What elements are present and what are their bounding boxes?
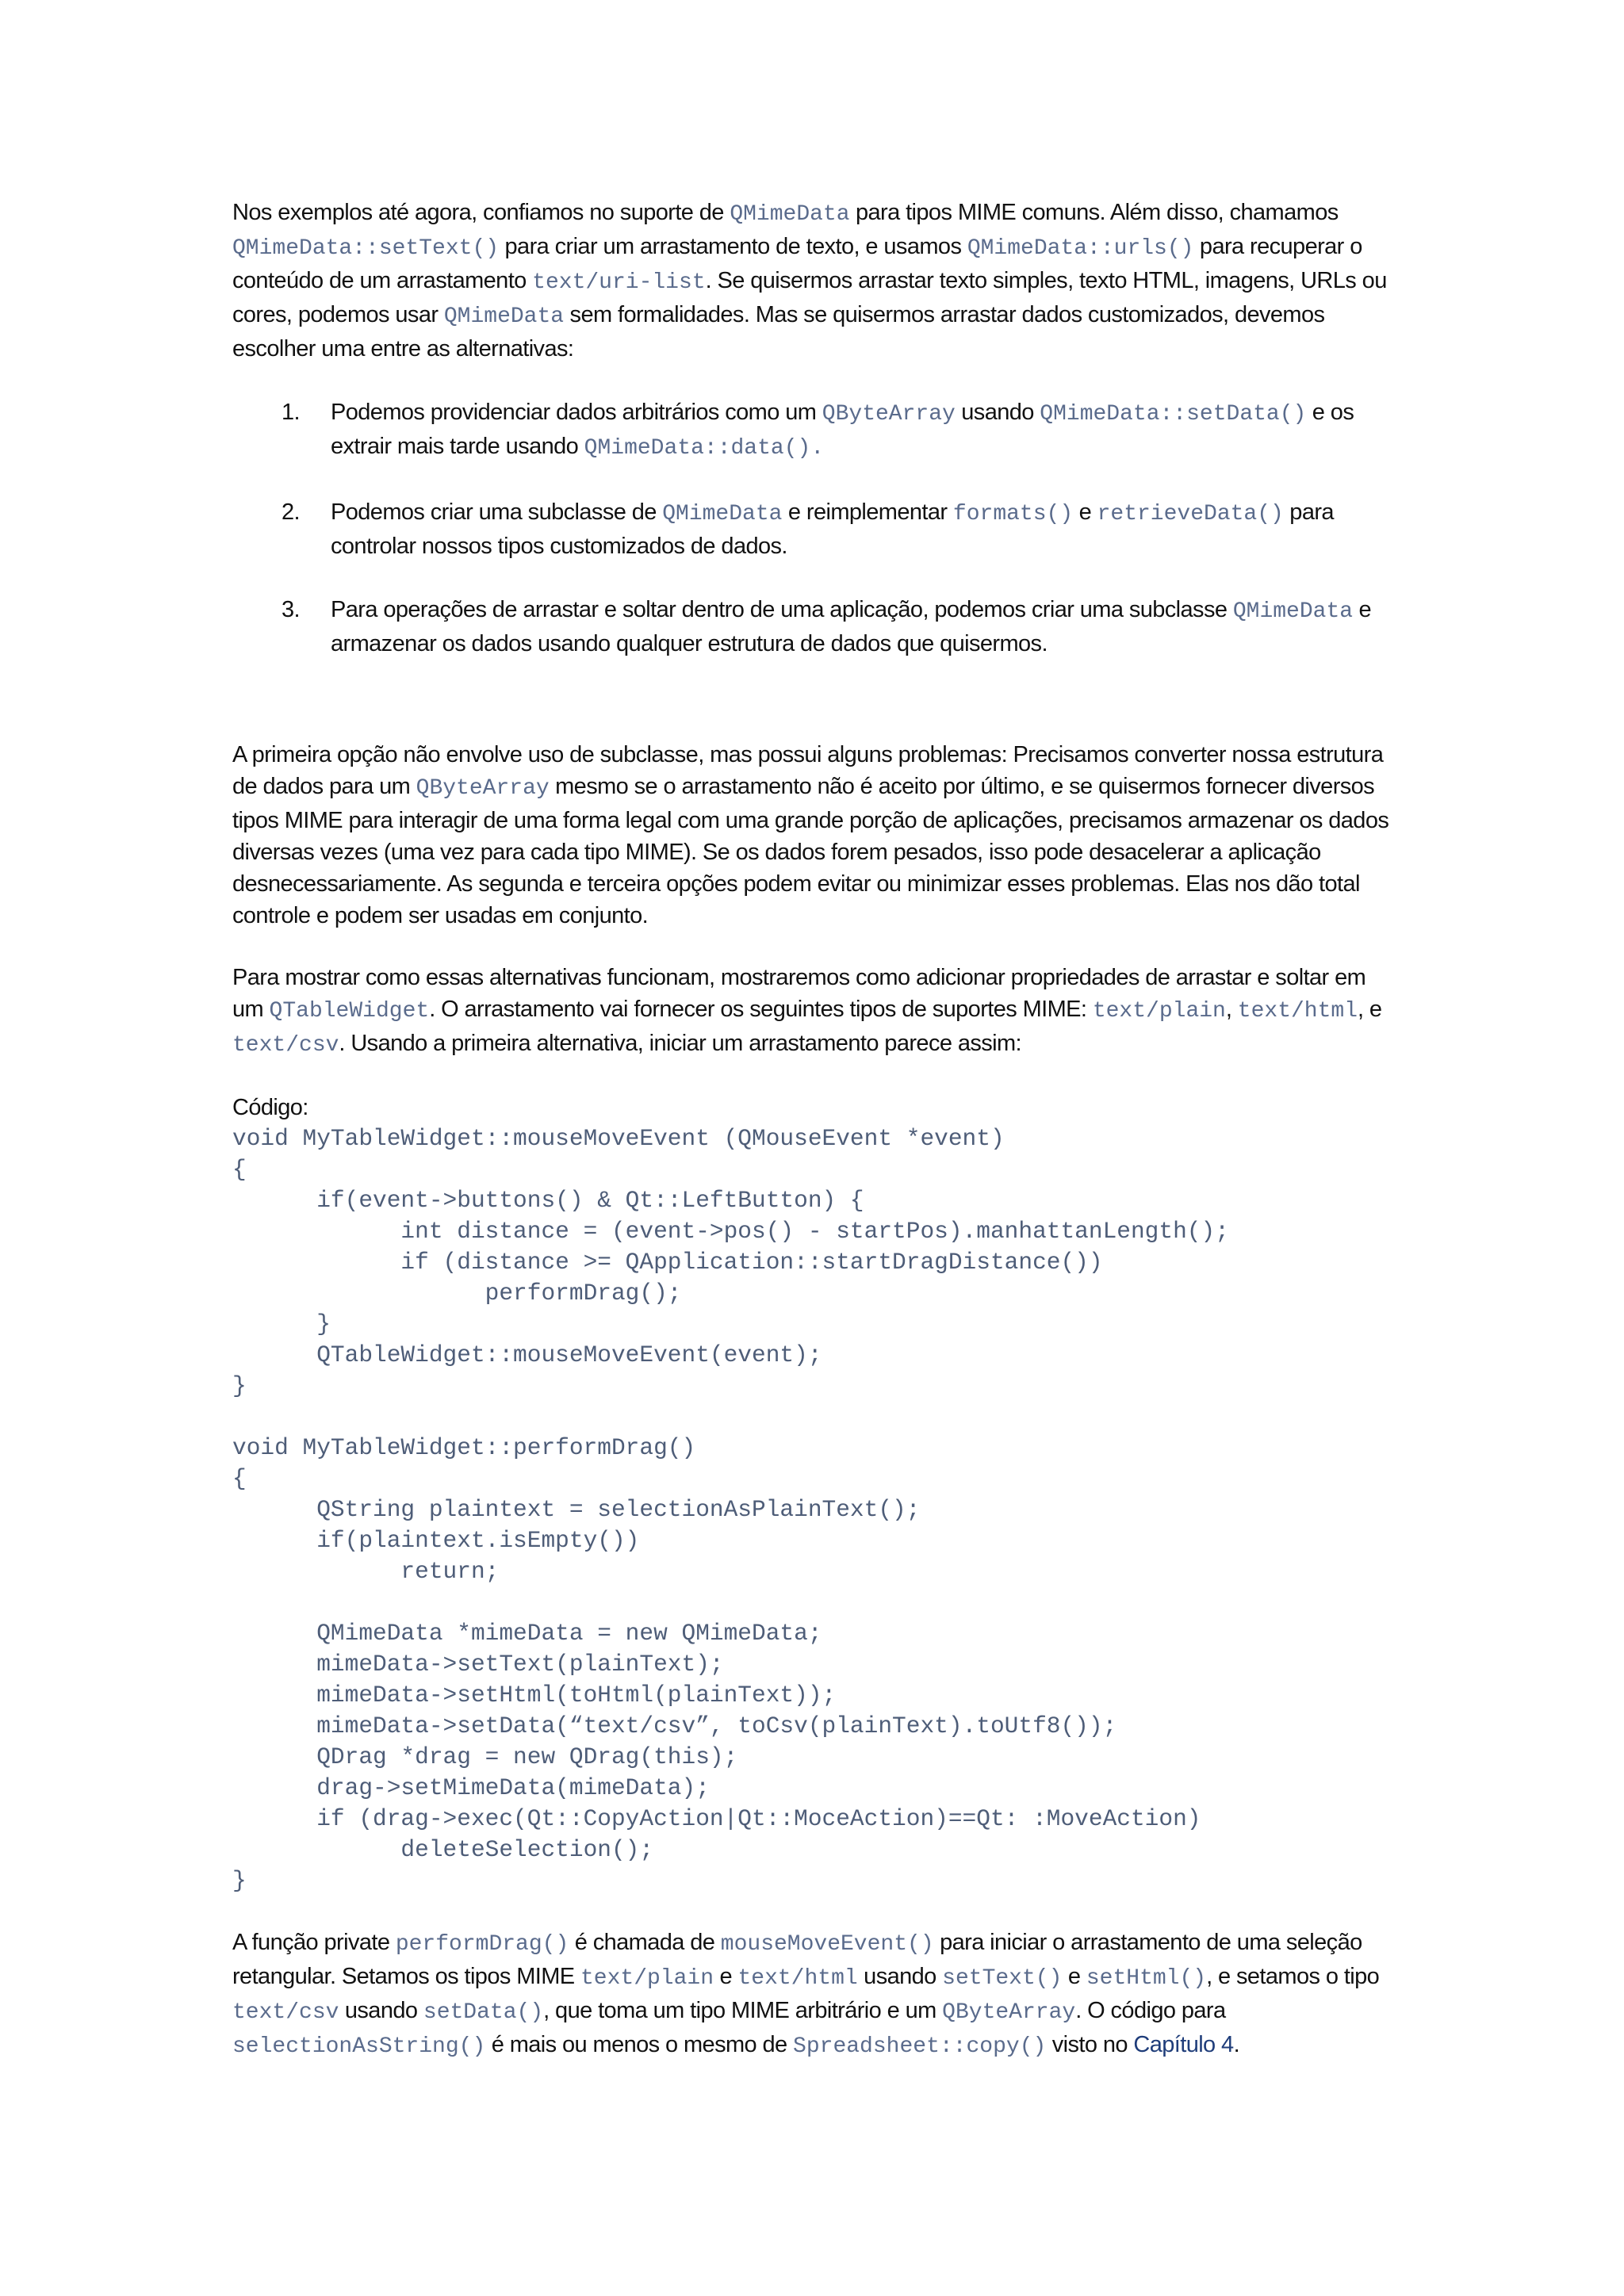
inline-code: QByteArray (822, 402, 956, 427)
text-run: A função private (232, 1930, 396, 1955)
text-run: para tipos MIME comuns. Além disso, chamamos (849, 200, 1339, 225)
text-run: e (1073, 499, 1097, 525)
inline-code: text/plain (580, 1966, 714, 1991)
text-run: usando (955, 400, 1040, 425)
inline-code: QMimeData (662, 502, 783, 526)
text-run: , (1225, 997, 1238, 1022)
inline-code: Spreadsheet::copy() (793, 2034, 1047, 2059)
list-item (232, 496, 1396, 562)
inline-code: QMimeData::urls() (967, 236, 1194, 261)
text-run: Para mostrar como essas alternativas funcionam, mostraremos como adicionar propriedades de arrastar e soltar em um (232, 965, 1366, 1022)
text-run: para iniciar o arrastamento de uma seleção retangular. Setamos os tipos MIME (232, 1930, 1362, 1989)
list-number: 2. (282, 499, 300, 525)
text-run: A primeira opção não envolve uso de subclasse, mas possui alguns problemas: Precisamos converter nossa estrutura de dados para um (232, 742, 1384, 799)
text-run: é mais ou menos o mesmo de (485, 2032, 794, 2057)
inline-code: text/uri-list (532, 270, 706, 295)
text-run: visto no (1046, 2032, 1134, 2057)
inline-code: setHtml() (1086, 1966, 1207, 1991)
inline-code: QMimeData::setText() (232, 236, 500, 261)
text-run: Nos exemplos até agora, confiamos no suporte de (232, 200, 730, 225)
text-run: Podemos providenciar dados arbitrários como um (331, 400, 822, 425)
text-run: e (714, 1964, 738, 1989)
inline-code: text/plain (1092, 999, 1226, 1024)
text-run: . Se quisermos arrastar texto simples, texto HTML, imagens, URLs ou cores, podemos usar (232, 268, 1387, 327)
text-run: e os extrair mais tarde usando (331, 400, 1354, 459)
text-run: . O código para (1075, 1998, 1226, 2023)
text-run: para criar um arrastamento de texto, e usamos (499, 234, 967, 259)
text-run: , e (1358, 997, 1382, 1022)
text-run: para controlar nossos tipos customizados de dados. (331, 499, 1334, 559)
list-item-text (331, 597, 1371, 656)
paragraph-perform-drag (232, 1927, 1396, 2063)
text-run: para recuperar o conteúdo de um arrastamento (232, 234, 1362, 293)
text-run: , e setamos o tipo (1206, 1964, 1380, 1989)
list-item (232, 594, 1396, 660)
text-run: sem formalidades. Mas se quisermos arrastar dados customizados, devemos escolher uma entre as alternativas: (232, 302, 1325, 362)
inline-code: QMimeData::data(). (584, 436, 825, 461)
list-number: 1. (282, 400, 300, 425)
list-item (232, 396, 1396, 465)
inline-code: setText() (942, 1966, 1063, 1991)
inline-code: text/csv (232, 1033, 339, 1058)
list-item-text (331, 499, 1334, 559)
inline-code: text/csv (232, 2000, 339, 2025)
text-run: usando (339, 1998, 423, 2023)
inline-code: formats() (952, 502, 1074, 526)
code-label: Código: (232, 1095, 308, 1120)
text-run: . O arrastamento vai fornecer os seguintes tipos de suportes MIME: (429, 997, 1093, 1022)
inline-code: selectionAsString() (232, 2034, 486, 2059)
inline-code: QMimeData (1232, 599, 1354, 624)
inline-code: QMimeData (730, 202, 850, 227)
inline-code: QMimeData (443, 304, 565, 329)
paragraph-intro (232, 197, 1396, 365)
list-item-text (331, 400, 1354, 459)
inline-code: mouseMoveEvent() (720, 1932, 934, 1957)
text-run: . Usando a primeira alternativa, iniciar um arrastamento parece assim: (339, 1031, 1022, 1056)
paragraph-first-option (232, 739, 1396, 932)
code-block: void MyTableWidget::mouseMoveEvent (QMouseEvent *event) { if(event->buttons() & Qt::LeftButton) { int distance = (event->pos() - startPos).manhattanLength(); if (distance >= QApplication::startDragDistance()) performDrag(); } QTableWidget::mouseMoveEvent(event); } void MyTableWidget::performDrag() { QString plaintext = selectionAsPlainText(); if(plaintext.isEmpty()) return; QMimeData *mimeData = new QMimeData; mimeData->setText(plainText); mimeData->setHtml(toHtml(plainText)); mimeData->setData(“text/csv”, toCsv(plainText).toUtf8()); QDrag *drag = new QDrag(this); drag->setMimeData(mimeData); if (drag->exec(Qt::CopyAction|Qt::MoceAction)==Qt: :MoveAction) deleteSelection(); } (232, 1125, 1229, 1894)
text-run: . (1233, 2032, 1240, 2057)
text-run: mesmo se o arrastamento não é aceito por último, e se quisermos fornecer diversos tipos MIME para interagir de uma forma legal com uma grande porção de aplicações, precisamos armazenar os dados diversas vezes (uma vez para cada tipo MIME). Se os dados forem pesados, isso pode desacelerar a aplicação desnecessariamente. As segunda e terceira opções podem evitar ou minimizar esses problemas. Elas nos dão total controle e podem ser usadas em conjunto. (232, 774, 1389, 928)
list-number: 3. (282, 597, 300, 622)
inline-code: QMimeData::setData() (1040, 402, 1307, 427)
chapter-link[interactable]: Capítulo 4 (1133, 2032, 1234, 2057)
paragraph-alternatives-demo (232, 962, 1396, 1062)
inline-code: retrieveData() (1097, 502, 1284, 526)
inline-code: QByteArray (942, 2000, 1076, 2025)
text-run: Podemos criar uma subclasse de (331, 499, 663, 525)
text-run: e reimplementar (782, 499, 953, 525)
inline-code: setData() (423, 2000, 544, 2025)
alternatives-list (232, 396, 1396, 660)
text-run: é chamada de (569, 1930, 721, 1955)
inline-code: text/html (737, 1966, 858, 1991)
text-run: usando (857, 1964, 943, 1989)
text-run: , que toma um tipo MIME arbitrário e um (543, 1998, 943, 2023)
text-run: e (1062, 1964, 1086, 1989)
inline-code: QByteArray (416, 776, 550, 801)
document-page (232, 197, 1396, 2063)
inline-code: QTableWidget (269, 999, 430, 1024)
inline-code: performDrag() (395, 1932, 569, 1957)
text-run: Para operações de arrastar e soltar dentro de uma aplicação, podemos criar uma subclasse (331, 597, 1233, 622)
text-run: e armazenar os dados usando qualquer estrutura de dados que quisermos. (331, 597, 1372, 656)
inline-code: text/html (1237, 999, 1358, 1024)
